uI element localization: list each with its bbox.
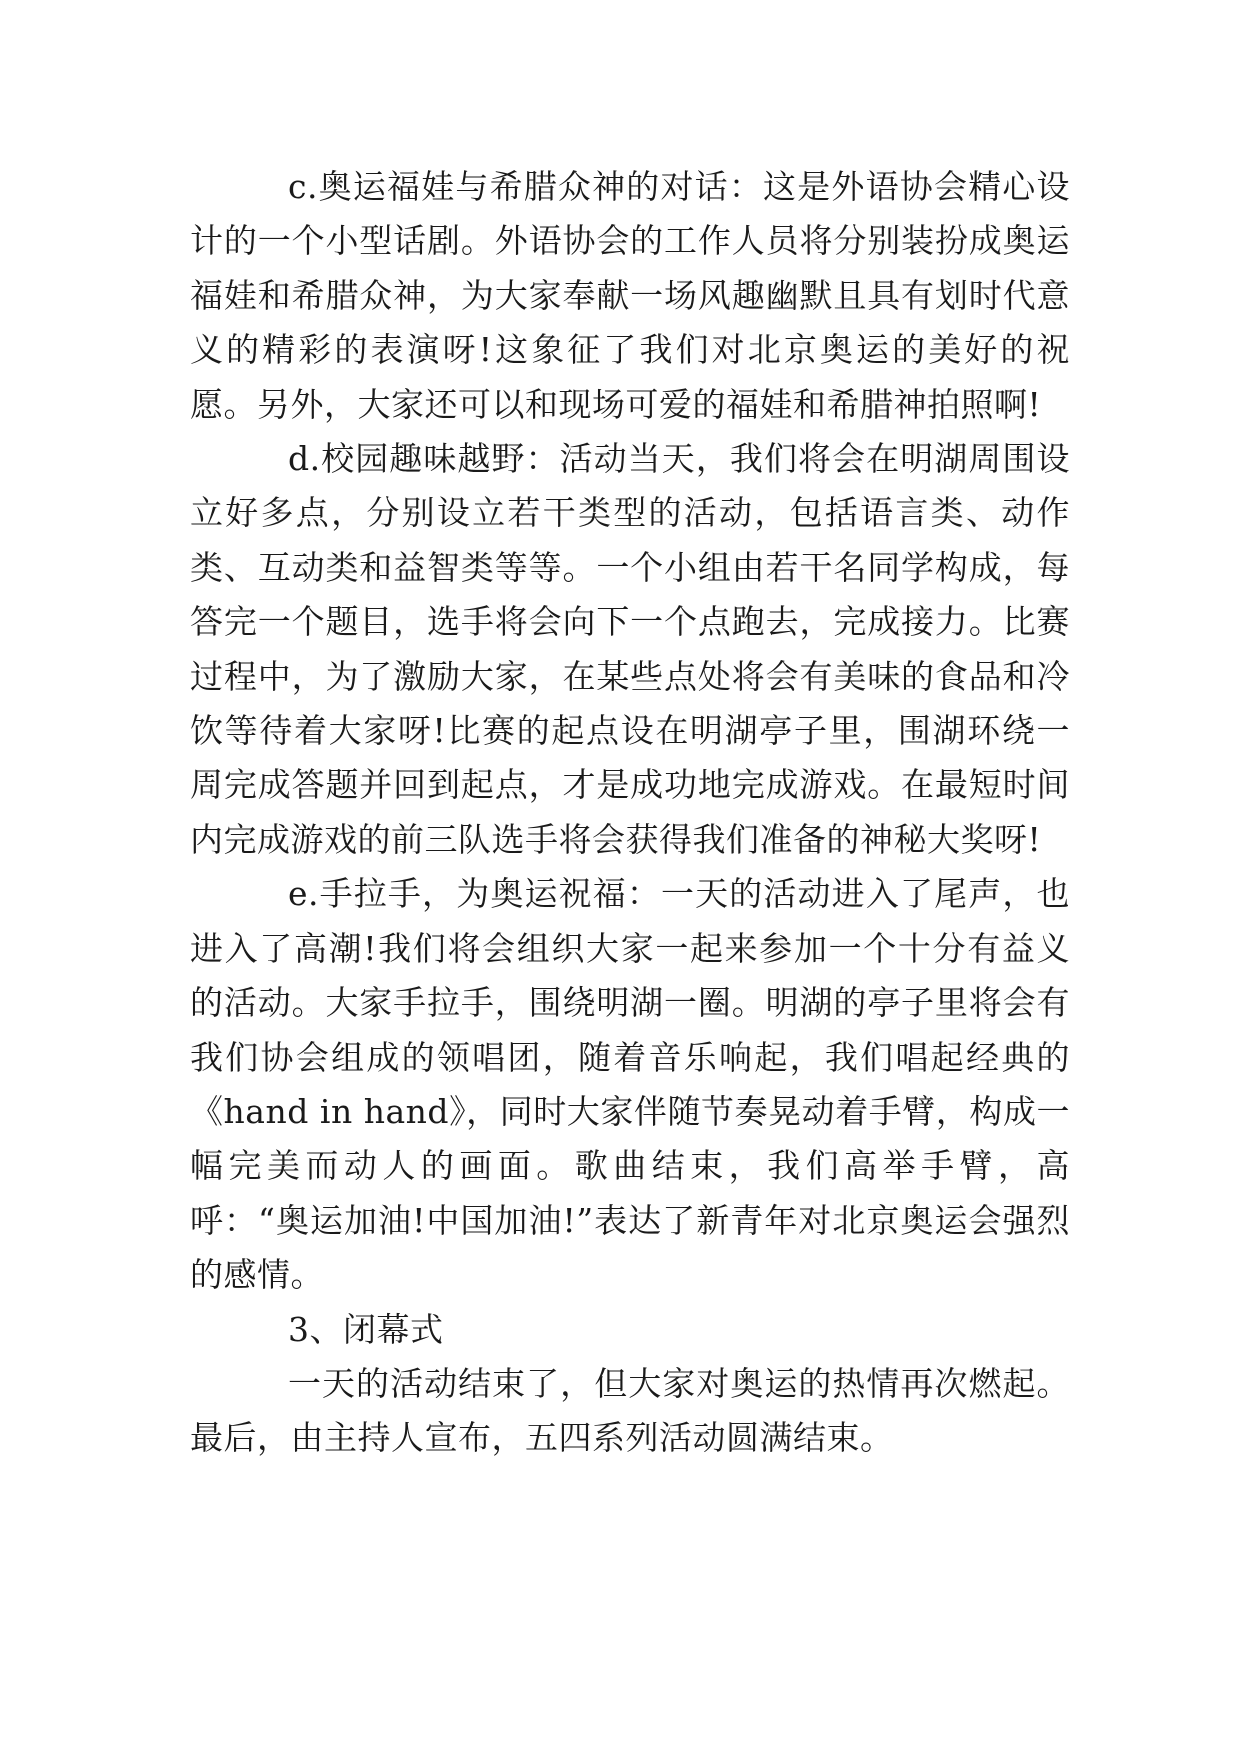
paragraph-closing: 一天的活动结束了，但大家对奥运的热情再次燃起。最后，由主持人宣布，五四系列活动圆满结束。 (190, 1363, 1070, 1458)
paragraph-campus-cross-country: d.校园趣味越野：活动当天，我们将会在明湖周围设立好多点，分别设立若干类型的活动，包括语言类、动作类、互动类和益智类等等。一个小组由若干名同学构成，每答完一个题目，选手将会向下一个点跑去，完成接力。比赛过程中，为了激励大家，在某些点处将会有美味的食品和冷饮等待着大家呀!比赛的起点设在明湖亭子里，围湖环绕一周完成答题并回到起点，才是成功地完成游戏。在最短时间内完成游戏的前三队选手将会获得我们准备的神秘大奖呀! (190, 439, 1070, 859)
paragraph-hand-in-hand: e.手拉手，为奥运祝福：一天的活动进入了尾声，也进入了高潮!我们将会组织大家一起来参加一个十分有益义的活动。大家手拉手，围绕明湖一圈。明湖的亭子里将会有我们协会组成的领唱团，随着音乐响起，我们唱起经典的《hand in hand》，同时大家伴随节奏晃动着手臂，构成一幅完美而动人的画面。歌曲结束，我们高举手臂，高呼：“奥运加油!中国加油!”表达了新青年对北京奥运会强烈的感情。 (190, 874, 1070, 1295)
section-heading-closing: 3、闭幕式 (288, 1309, 444, 1349)
paragraph-fuwa-dialogue: c.奥运福娃与希腊众神的对话：这是外语协会精心设计的一个小型话剧。外语协会的工作人员将分别装扮成奥运福娃和希腊众神，为大家奉献一场风趣幽默且具有划时代意义的精彩的表演呀!这象征了我们对北京奥运的美好的祝愿。另外，大家还可以和现场可爱的福娃和希腊神拍照啊! (190, 167, 1070, 424)
document-body (190, 160, 1070, 1466)
